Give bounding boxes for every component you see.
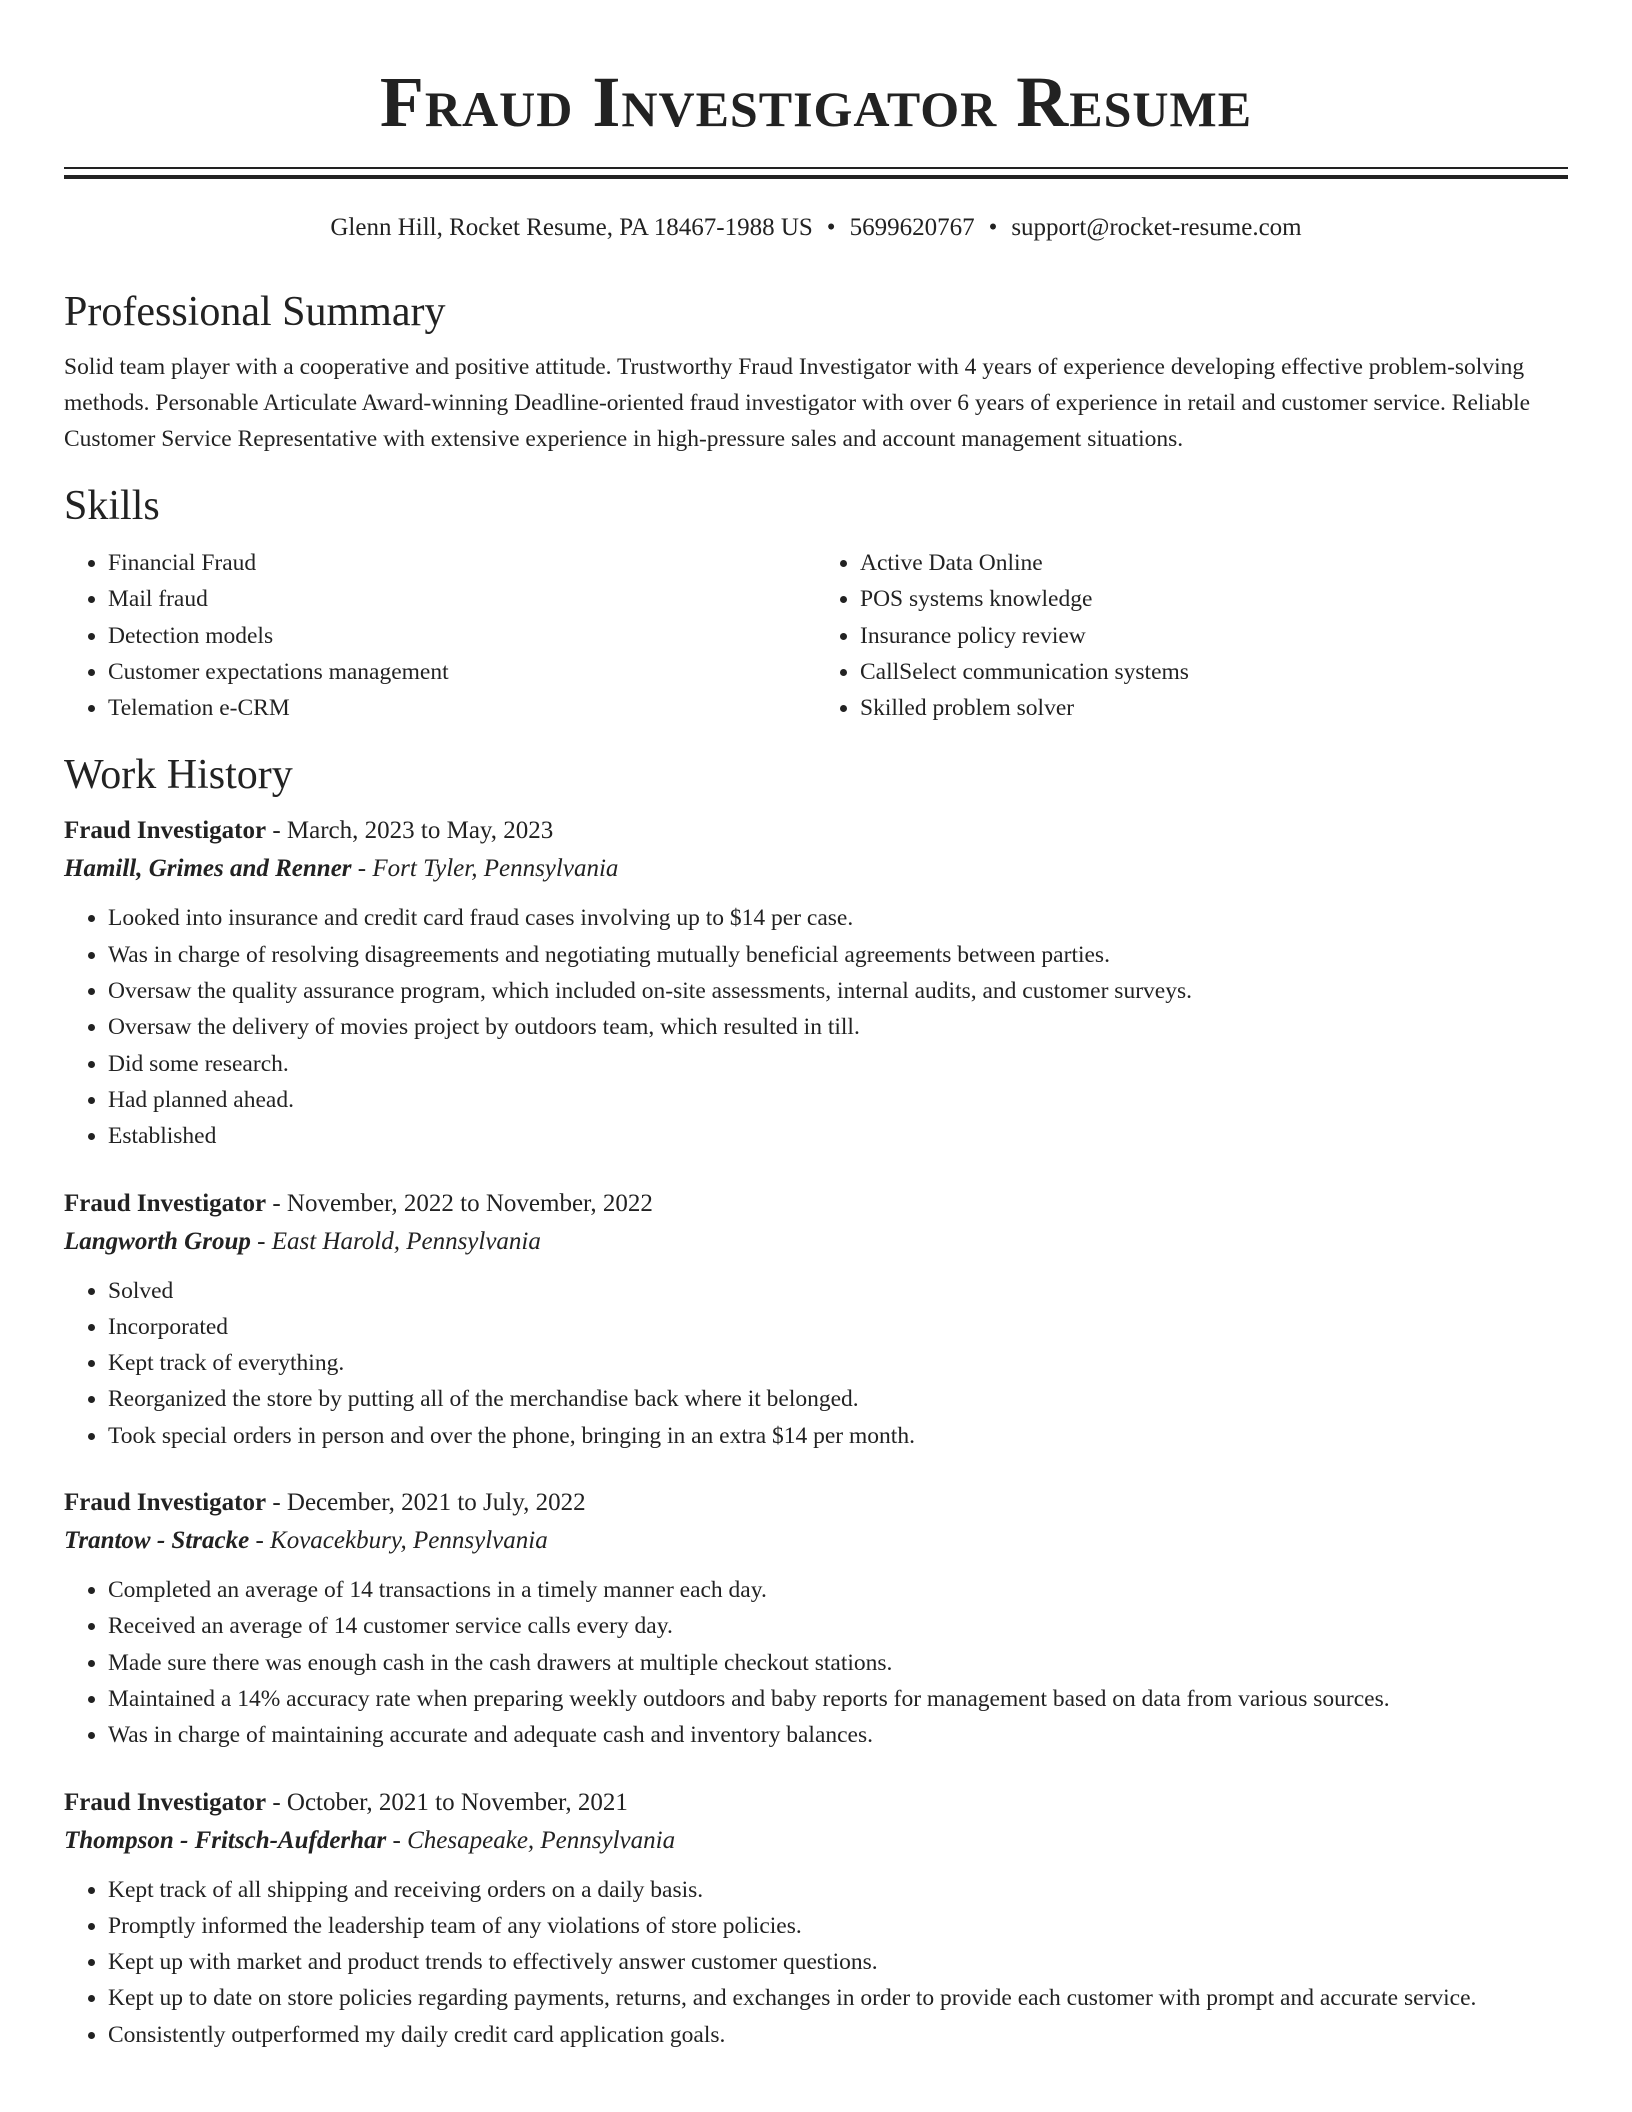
job-bullet: • Kept up with market and product trends to effectively answer customer questions. bbox=[108, 1944, 1568, 1980]
skill-item: • Telemation e-CRM bbox=[108, 690, 816, 726]
job-title-line bbox=[64, 1484, 1568, 1522]
job-bullet: • Was in charge of resolving disagreements and negotiating mutually beneficial agreements between parties. bbox=[108, 937, 1568, 973]
job-dates: November, 2022 to November, 2022 bbox=[286, 1189, 653, 1217]
job-dates: December, 2021 to July, 2022 bbox=[286, 1489, 586, 1517]
job-company-line bbox=[64, 1223, 1568, 1261]
skill-item: • Customer expectations management bbox=[108, 654, 816, 690]
job-bullet: • Consistently outperformed my daily credit card application goals. bbox=[108, 2017, 1568, 2053]
job-company: Langworth Group bbox=[64, 1227, 251, 1255]
job-dash: - bbox=[357, 855, 367, 883]
job-location: Fort Tyler, Pennsylvania bbox=[372, 855, 619, 883]
job-dates: March, 2023 to May, 2023 bbox=[286, 817, 554, 845]
resume-page bbox=[64, 0, 1568, 2053]
job-entry bbox=[64, 1185, 1568, 1454]
job-bullet: • Was in charge of maintaining accurate and adequate cash and inventory balances. bbox=[108, 1717, 1568, 1753]
job-location: East Harold, Pennsylvania bbox=[271, 1227, 541, 1255]
job-company: Trantow - Stracke bbox=[64, 1527, 250, 1555]
job-bullet: • Took special orders in person and over the phone, bringing in an extra $14 per month. bbox=[108, 1418, 1568, 1454]
job-role: Fraud Investigator bbox=[64, 817, 267, 845]
job-entry bbox=[64, 812, 1568, 1154]
job-bullet: • Incorporated bbox=[108, 1309, 1568, 1345]
job-location: Kovacekbury, Pennsylvania bbox=[270, 1527, 548, 1555]
skill-item: • Insurance policy review bbox=[860, 618, 1568, 654]
job-bullets bbox=[64, 1273, 1568, 1454]
job-company: Hamill, Grimes and Renner bbox=[64, 855, 352, 883]
job-bullet: • Oversaw the quality assurance program, which included on-site assessments, internal audits, and customer surveys. bbox=[108, 973, 1568, 1009]
job-title-line bbox=[64, 1784, 1568, 1822]
job-dash: - bbox=[272, 817, 281, 845]
job-location: Chesapeake, Pennsylvania bbox=[407, 1826, 676, 1854]
job-dash: - bbox=[257, 1227, 266, 1255]
title-divider-thick bbox=[64, 175, 1568, 179]
skills-column-left bbox=[64, 545, 816, 726]
job-dash: - bbox=[272, 1489, 281, 1517]
contact-email: support@rocket-resume.com bbox=[1011, 214, 1302, 241]
job-role: Fraud Investigator bbox=[64, 1489, 267, 1517]
skill-item: • Financial Fraud bbox=[108, 545, 816, 581]
resume-title: Fraud Investigator Resume bbox=[379, 62, 1253, 142]
job-bullets bbox=[64, 1572, 1568, 1753]
contact-separator: • bbox=[826, 214, 836, 241]
job-bullet: • Kept up to date on store policies regarding payments, returns, and exchanges in order to provide each customer with prompt and accurate service. bbox=[108, 1980, 1568, 2016]
job-company-line bbox=[64, 1522, 1568, 1560]
contact-address: Glenn Hill, Rocket Resume, PA 18467-1988 US bbox=[330, 214, 813, 241]
job-role: Fraud Investigator bbox=[64, 1788, 267, 1816]
skill-item: • Active Data Online bbox=[860, 545, 1568, 581]
job-dash: - bbox=[272, 1788, 281, 1816]
job-bullet: • Completed an average of 14 transactions in a timely manner each day. bbox=[108, 1572, 1568, 1608]
job-bullet: • Oversaw the delivery of movies project by outdoors team, which resulted in till. bbox=[108, 1009, 1568, 1045]
job-title-line bbox=[64, 1185, 1568, 1223]
job-bullet: • Had planned ahead. bbox=[108, 1082, 1568, 1118]
job-bullet: • Received an average of 14 customer service calls every day. bbox=[108, 1608, 1568, 1644]
job-company-line bbox=[64, 850, 1568, 888]
job-bullet: • Promptly informed the leadership team of any violations of store policies. bbox=[108, 1908, 1568, 1944]
job-bullet: • Maintained a 14% accuracy rate when preparing weekly outdoors and baby reports for management based on data from various sources. bbox=[108, 1681, 1568, 1717]
skills-column-right bbox=[816, 545, 1568, 726]
work-history-heading: Work History bbox=[64, 752, 293, 799]
job-dates: October, 2021 to November, 2021 bbox=[286, 1788, 628, 1816]
skills-list bbox=[64, 545, 1568, 726]
contact-line bbox=[64, 213, 1568, 243]
contact-phone: 5699620767 bbox=[849, 214, 975, 241]
job-company: Thompson - Fritsch-Aufderhar bbox=[64, 1826, 387, 1854]
job-company-line bbox=[64, 1822, 1568, 1860]
skill-item: • Mail fraud bbox=[108, 581, 816, 617]
job-bullet: • Looked into insurance and credit card fraud cases involving up to $14 per case. bbox=[108, 900, 1568, 936]
summary-text: Solid team player with a cooperative and positive attitude. Trustworthy Fraud Investigator with 4 years of experience developing effective problem-solving methods. Personable Articulate Award-winning Deadline-oriented fraud investigator with over 6 years of experience in retail and customer service. Reliable Customer Service Representative with extensive experience in high-pressure sales and account management situations. bbox=[64, 354, 1531, 452]
skill-item: • Skilled problem solver bbox=[860, 690, 1568, 726]
skill-item: • CallSelect communication systems bbox=[860, 654, 1568, 690]
job-bullets bbox=[64, 1872, 1568, 2053]
job-dash: - bbox=[255, 1527, 264, 1555]
skill-item: • POS systems knowledge bbox=[860, 581, 1568, 617]
job-title-line bbox=[64, 812, 1568, 850]
job-bullet: • Established bbox=[108, 1118, 1568, 1154]
job-bullets bbox=[64, 900, 1568, 1154]
job-entry bbox=[64, 1484, 1568, 1753]
job-bullet: • Kept track of all shipping and receiving orders on a daily basis. bbox=[108, 1872, 1568, 1908]
job-bullet: • Made sure there was enough cash in the cash drawers at multiple checkout stations. bbox=[108, 1645, 1568, 1681]
job-entry bbox=[64, 1784, 1568, 2053]
job-bullet: • Reorganized the store by putting all of the merchandise back where it belonged. bbox=[108, 1381, 1568, 1417]
job-bullet: • Kept track of everything. bbox=[108, 1345, 1568, 1381]
job-role: Fraud Investigator bbox=[64, 1189, 267, 1217]
skill-item: • Detection models bbox=[108, 618, 816, 654]
contact-separator: • bbox=[988, 214, 998, 241]
job-dash: - bbox=[272, 1189, 281, 1217]
job-bullet: • Did some research. bbox=[108, 1046, 1568, 1082]
summary-heading: Professional Summary bbox=[64, 289, 446, 335]
job-bullet: • Solved bbox=[108, 1273, 1568, 1309]
title-divider-thin bbox=[64, 167, 1568, 169]
job-dash: - bbox=[392, 1826, 401, 1854]
skills-heading: Skills bbox=[64, 483, 160, 529]
